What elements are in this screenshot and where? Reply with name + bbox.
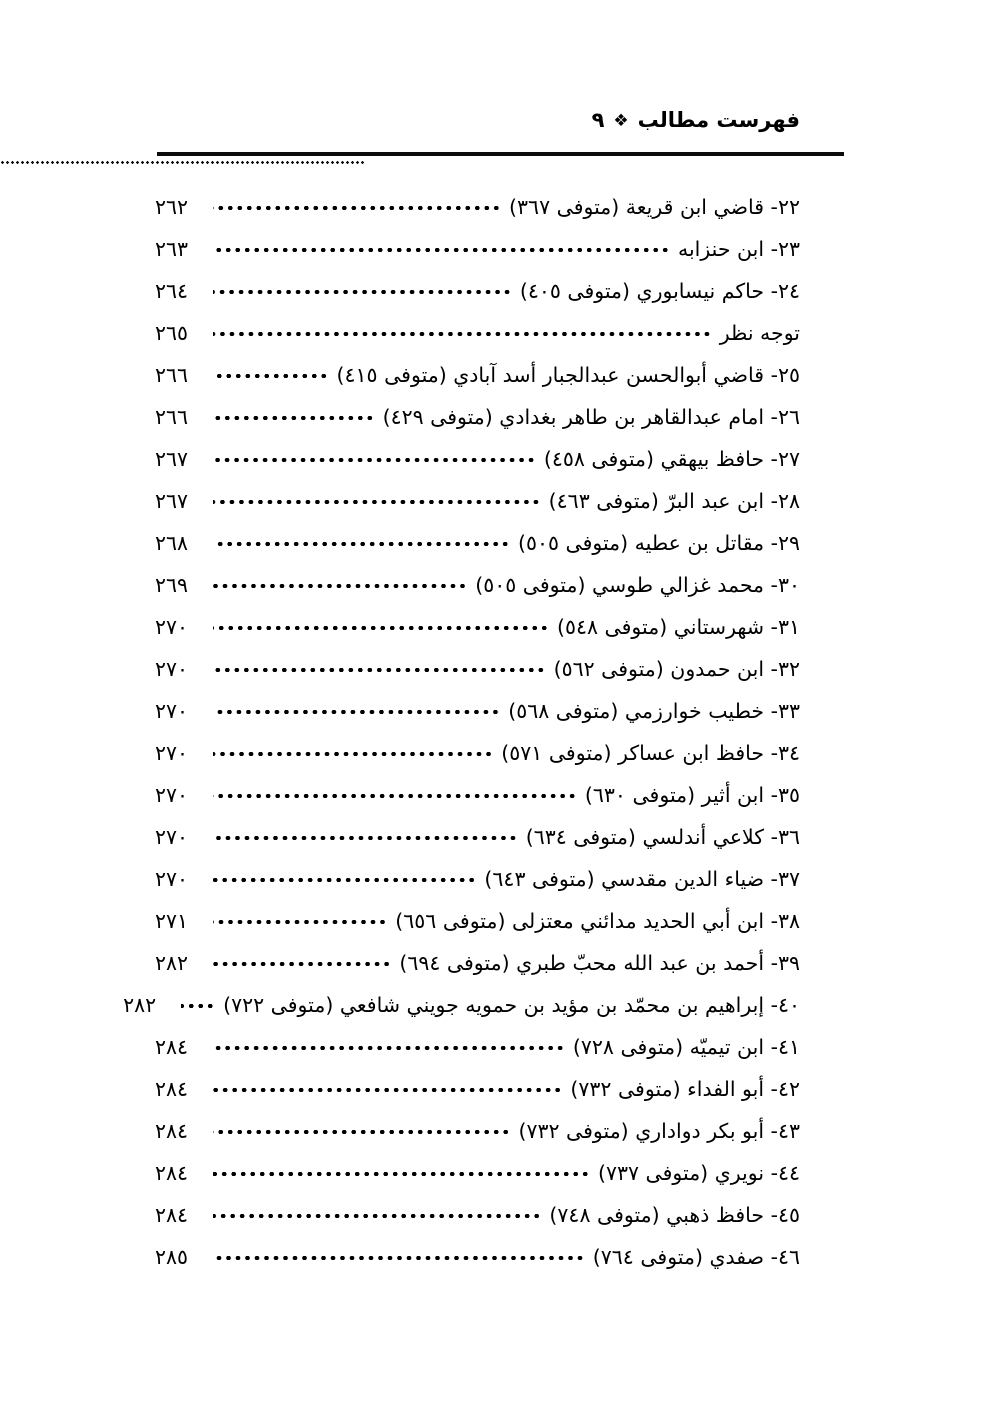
toc-entry-row[interactable] (155, 1152, 800, 1194)
toc-page-number: ٢٦٦ (155, 363, 189, 387)
toc-entry-row[interactable] (155, 858, 800, 900)
toc-page-number: ٢٦٥ (155, 321, 189, 345)
toc-entry-label: ٣١- شهرستاني (متوفى ٥٤٨) (556, 615, 800, 639)
toc-entry-row[interactable] (123, 984, 800, 1026)
toc-entry-row[interactable] (155, 1110, 800, 1152)
toc-entry-row[interactable] (155, 774, 800, 816)
dot-leader (181, 992, 215, 1013)
header-rule-solid (157, 152, 844, 156)
toc-entry-row[interactable] (155, 690, 800, 732)
toc-entry-label: ٤٦- صفدي (متوفى ٧٦٤) (592, 1245, 800, 1269)
toc-entry-row[interactable] (155, 438, 800, 480)
toc-entry-row[interactable] (155, 648, 800, 690)
toc-entry-label: ٤٠- إبراهيم بن محمّد بن مؤيد بن حمويه جويني شافعي (متوفى ٧٢٢) (223, 993, 800, 1017)
dot-leader (213, 362, 329, 383)
table-of-contents-list (123, 186, 800, 1278)
toc-entry-label: ٢٦- امام عبدالقاهر بن طاهر بغدادي (متوفى ٤٢٩) (382, 405, 800, 429)
dot-leader (213, 530, 510, 551)
dot-leader (213, 404, 375, 425)
dot-leader (213, 908, 387, 929)
dot-leader (213, 488, 541, 509)
toc-entry-row[interactable] (155, 186, 800, 228)
toc-page-number: ٢٦٨ (155, 531, 189, 555)
toc-entry-label: ٣٣- خطيب خوارزمي (متوفى ٥٦٨) (508, 699, 800, 723)
toc-section-heading[interactable] (155, 312, 800, 354)
toc-entry-row[interactable] (155, 270, 800, 312)
toc-entry-label: توجه نظر (719, 321, 800, 345)
toc-entry-row[interactable] (155, 1194, 800, 1236)
toc-entry-label: ٣٦- كلاعي أندلسي (متوفى ٦٣٤) (525, 825, 800, 849)
toc-entry-row[interactable] (155, 1236, 800, 1278)
toc-page-number: ٢٨٤ (155, 1077, 189, 1101)
toc-page-number: ٢٧٠ (155, 867, 189, 891)
toc-entry-label: ٣٩- أحمد بن عبد الله محبّ طبري (متوفى ٦٩٤) (399, 951, 800, 975)
dot-leader (213, 1076, 562, 1097)
toc-entry-row[interactable] (155, 396, 800, 438)
dot-leader (213, 1034, 565, 1055)
toc-page-number: ٢٨٤ (155, 1119, 189, 1143)
toc-entry-row[interactable] (155, 522, 800, 564)
toc-page-number: ٢٧٠ (155, 657, 189, 681)
toc-page-number: ٢٧٠ (155, 615, 189, 639)
dot-leader (213, 1160, 590, 1181)
header-rule-dotted (0, 160, 364, 165)
toc-page-number: ٢٨٥ (155, 1245, 189, 1269)
toc-page-number: ٢٨٤ (155, 1161, 189, 1185)
toc-entry-row[interactable] (155, 564, 800, 606)
toc-entry-row[interactable] (155, 816, 800, 858)
dot-leader (213, 278, 512, 299)
toc-page-number: ٢٨٤ (155, 1035, 189, 1059)
toc-entry-row[interactable] (155, 900, 800, 942)
toc-entry-row[interactable] (155, 480, 800, 522)
toc-entry-label: ٢٥- قاضي أبوالحسن عبدالجبار أسد آبادي (متوفى ٤١٥) (336, 363, 800, 387)
toc-page-number: ٢٦٧ (155, 447, 189, 471)
toc-page-number: ٢٦٩ (155, 573, 189, 597)
toc-page-number: ٢٧١ (155, 909, 189, 933)
running-header-inner (592, 108, 800, 132)
dot-leader (213, 1244, 585, 1265)
dot-leader (213, 614, 549, 635)
toc-entry-label: ٢٩- مقاتل بن عطيه (متوفى ٥٠٥) (517, 531, 800, 555)
toc-entry-label: ٢٢- قاضي ابن قريعة (متوفى ٣٦٧) (509, 195, 800, 219)
toc-page-number: ٢٧٠ (155, 825, 189, 849)
toc-page-number: ٢٨٢ (155, 951, 189, 975)
toc-entry-label: ٣٠- محمد غزالي طوسي (متوفى ٥٠٥) (475, 573, 800, 597)
toc-page-number: ٢٨٢ (123, 993, 157, 1017)
toc-entry-row[interactable] (155, 1068, 800, 1110)
toc-page-number: ٢٦٤ (155, 279, 189, 303)
toc-entry-row[interactable] (155, 942, 800, 984)
folio-number: ٩ (591, 108, 605, 132)
dot-leader (213, 698, 500, 719)
dot-leader (213, 194, 501, 215)
dot-leader (213, 1202, 541, 1223)
dot-leader (213, 782, 577, 803)
dot-leader (213, 320, 712, 341)
toc-entry-label: ٣٧- ضياء الدين مقدسي (متوفى ٦٤٣) (484, 867, 800, 891)
toc-page-number: ٢٦٦ (155, 405, 189, 429)
toc-page-number: ٢٧٠ (155, 783, 189, 807)
page-title: فهرست مطالب (637, 108, 800, 132)
toc-entry-label: ٣٤- حافظ ابن عساكر (متوفى ٥٧١) (501, 741, 800, 765)
toc-entry-label: ٣٥- ابن أثير (متوفى ٦٣٠) (584, 783, 800, 807)
toc-page-number: ٢٧٠ (155, 741, 189, 765)
toc-entry-label: ٤٣- أبو بكر دواداري (متوفى ٧٣٢) (518, 1119, 800, 1143)
dot-leader (213, 824, 518, 845)
toc-page-number: ٢٦٣ (155, 237, 189, 261)
dot-leader (213, 236, 670, 257)
dot-leader (213, 572, 467, 593)
toc-entry-label: ٤٥- حافظ ذهبي (متوفى ٧٤٨) (549, 1203, 800, 1227)
toc-page-number: ٢٧٠ (155, 699, 189, 723)
dot-leader (213, 446, 536, 467)
toc-entry-label: ٢٣- ابن حنزابه (677, 237, 800, 261)
toc-entry-label: ٤١- ابن تيميّه (متوفى ٧٢٨) (572, 1035, 800, 1059)
toc-entry-row[interactable] (155, 228, 800, 270)
four-diamond-ornament-icon: ❖ (613, 111, 629, 131)
dot-leader (213, 656, 546, 677)
toc-entry-row[interactable] (155, 354, 800, 396)
toc-entry-row[interactable] (155, 1026, 800, 1068)
dot-leader (213, 1118, 510, 1139)
toc-page-number: ٢٨٤ (155, 1203, 189, 1227)
toc-entry-label: ٤٤- نويري (متوفى ٧٣٧) (597, 1161, 800, 1185)
toc-page-number: ٢٦٧ (155, 489, 189, 513)
dot-leader (213, 740, 493, 761)
toc-entry-label: ٢٧- حافظ بيهقي (متوفى ٤٥٨) (543, 447, 800, 471)
toc-entry-label: ٤٢- أبو الفداء (متوفى ٧٣٢) (570, 1077, 800, 1101)
toc-page-number: ٢٦٢ (155, 195, 189, 219)
dot-leader (213, 950, 391, 971)
toc-entry-label: ٣٢- ابن حمدون (متوفى ٥٦٢) (553, 657, 800, 681)
toc-entry-label: ٣٨- ابن أبي الحديد مدائني معتزلى (متوفى ٦٥٦) (395, 909, 800, 933)
toc-entry-row[interactable] (155, 606, 800, 648)
toc-entry-row[interactable] (155, 732, 800, 774)
toc-entry-label: ٢٤- حاكم نيسابوري (متوفى ٤٠٥) (519, 279, 800, 303)
running-header (0, 108, 800, 148)
toc-entry-label: ٢٨- ابن عبد البرّ (متوفى ٤٦٣) (548, 489, 800, 513)
dot-leader (213, 866, 476, 887)
